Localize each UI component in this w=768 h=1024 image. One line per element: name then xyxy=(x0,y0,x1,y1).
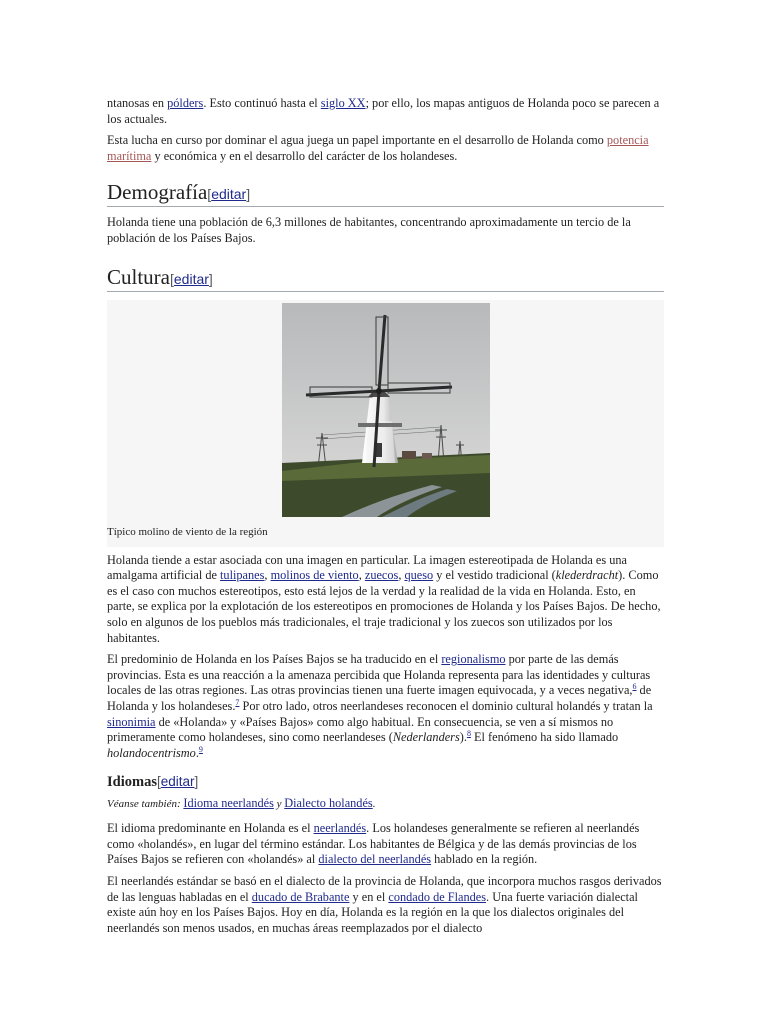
text: El idioma predominante en Holanda es el xyxy=(107,821,314,836)
text: y económica y en el desarrollo del carácter de los holandeses. xyxy=(151,148,458,163)
heading-text: Demografía xyxy=(107,180,208,205)
text: ). xyxy=(459,730,467,745)
link-idioma-neerlandes[interactable]: Idioma neerlandés xyxy=(183,796,274,811)
text: hablado en la región. xyxy=(431,852,538,867)
edit-link-demografia[interactable]: editar xyxy=(211,186,247,203)
link-polders[interactable]: pólders xyxy=(167,96,204,110)
link-regionalismo[interactable]: regionalismo xyxy=(441,652,506,667)
edit-section xyxy=(207,186,250,202)
text: , xyxy=(358,568,365,583)
link-dialecto-del-neerlandes[interactable]: dialecto del neerlandés xyxy=(318,852,432,867)
text: , xyxy=(264,568,271,583)
thumbnail-figure xyxy=(107,300,664,547)
image-caption: Típico molino de viento de la región xyxy=(107,525,268,538)
edit-section xyxy=(157,774,198,789)
italic-term: holandocentrismo xyxy=(107,745,196,760)
text: El fenómeno ha sido llamado xyxy=(470,730,619,745)
idiomas-paragraph-1 xyxy=(107,821,664,868)
hatnote-prefix: Véanse también: xyxy=(107,798,184,811)
text: El neerlandés estándar se basó en el dialecto de la provincia de Holanda, que incorpora muchos rasgos derivados de las lenguas habladas en el xyxy=(107,874,662,904)
text: Holanda tiende a estar asociada con una imagen en particular. La imagen estereotipada de Holanda es una amalgama artificial de xyxy=(107,552,627,583)
link-tulipanes[interactable]: tulipanes xyxy=(220,568,265,583)
link-neerlandes[interactable]: neerlandés xyxy=(313,821,367,836)
italic-term: Nederlanders xyxy=(392,730,460,745)
text: . Esto continuó hasta el xyxy=(203,96,321,110)
bracket: [ xyxy=(170,270,174,287)
link-molinos-de-viento[interactable]: molinos de viento xyxy=(270,568,359,583)
text: ). Como es el caso con muchos estereotipos, esto está lejos de la verdad y la realidad de la vida en Holanda. Esto, en parte, se explica por la explotación de los estereotipos en promociones de Holanda y los Países Bajos. De hecho, solo en algunos de los pueblos más tradicionales, el traje tradicional y los zuecos son utilizados por los habitantes. xyxy=(107,568,661,645)
link-sinonimia[interactable]: sinonimia xyxy=(107,714,156,729)
text: y el vestido tradicional ( xyxy=(433,568,556,583)
link-dialecto-holandes[interactable]: Dialecto holandés xyxy=(284,796,373,811)
text: y en el xyxy=(349,889,389,904)
link-zuecos[interactable]: zuecos xyxy=(364,568,399,583)
text: de Holanda y los holandeses. xyxy=(107,683,652,713)
text: . xyxy=(195,745,199,760)
text: de «Holanda» y «Países Bajos» como algo habitual. En consecuencia, se ven a sí mismos no primeramente como holandeses, sino como neerlandeses ( xyxy=(107,714,614,745)
article-content xyxy=(107,96,664,942)
intro-paragraph-2 xyxy=(107,133,664,164)
text: ntanosas en xyxy=(107,96,168,110)
edit-section xyxy=(170,271,213,287)
bracket: ] xyxy=(194,774,199,790)
bracket: ] xyxy=(246,186,251,203)
text: por parte de las demás provincias. Esta es una reacción a la amenaza percibida que Holanda representa para las identidades y culturas locales de las otras regiones. Las otras provincias tienen una fuerte imagen equivocada, y a veces negativa, xyxy=(107,652,651,698)
reference-7[interactable]: 7 xyxy=(235,697,240,707)
text: . Los holandeses generalmente se refieren al neerlandés como «holandés», en lugar del término estándar. Los habitantes de Bélgica y de las demás provincias de los Países Bajos se refieren con «holandés» al xyxy=(107,821,640,867)
reference-8[interactable]: 8 xyxy=(466,729,471,738)
demografia-paragraph: Holanda tiene una población de 6,3 millones de habitantes, concentrando aproximadamente un tercio de la población de los Países Bajos. xyxy=(107,215,631,245)
text: ; por ello, los mapas antiguos de Holanda poco se parecen a los actuales. xyxy=(107,96,660,126)
link-siglo-xx[interactable]: siglo XX xyxy=(320,96,366,110)
edit-link-cultura[interactable]: editar xyxy=(173,270,209,287)
edit-link-idiomas[interactable]: editar xyxy=(160,774,195,790)
text: Por otro lado, otros neerlandeses reconocen el dominio cultural holandés y tratan la xyxy=(239,698,653,713)
text: , xyxy=(398,568,405,583)
link-potencia-maritima[interactable]: potencia marítima xyxy=(107,133,649,163)
heading-demografia xyxy=(107,180,664,207)
cultura-paragraph-1 xyxy=(107,553,664,647)
hatnote xyxy=(107,796,664,811)
bracket: [ xyxy=(156,774,161,790)
link-queso[interactable]: queso xyxy=(404,568,434,583)
text: . Una fuerte variación dialectal existe aún hoy en los Países Bajos. Hoy en día, Holanda es la región en la que los dialectos originales del neerlandés son menos usados, en muchas áreas reemplazados por el dialecto xyxy=(107,889,638,935)
bracket: [ xyxy=(207,186,212,203)
heading-cultura xyxy=(107,265,664,292)
bracket: ] xyxy=(208,270,213,287)
text: . xyxy=(372,798,376,811)
windmill-image[interactable] xyxy=(282,303,490,517)
reference-6[interactable]: 6 xyxy=(632,682,637,692)
text: y xyxy=(273,798,285,811)
heading-idiomas xyxy=(107,773,664,791)
text: Esta lucha en curso por dominar el agua juega un papel importante en el desarrollo de Holanda como xyxy=(107,133,607,148)
reference-9[interactable]: 9 xyxy=(198,744,203,754)
heading-text: Idiomas xyxy=(107,774,157,791)
text: El predominio de Holanda en los Países Bajos se ha traducido en el xyxy=(107,652,442,667)
heading-text: Cultura xyxy=(107,264,170,289)
cultura-paragraph-2 xyxy=(107,652,664,761)
link-ducado-de-brabante[interactable]: ducado de Brabante xyxy=(251,889,350,904)
idiomas-paragraph-2 xyxy=(107,874,664,936)
italic-term: klederdracht xyxy=(555,568,619,583)
intro-paragraph-1 xyxy=(107,96,664,127)
link-condado-de-flandes[interactable]: condado de Flandes xyxy=(388,889,487,904)
